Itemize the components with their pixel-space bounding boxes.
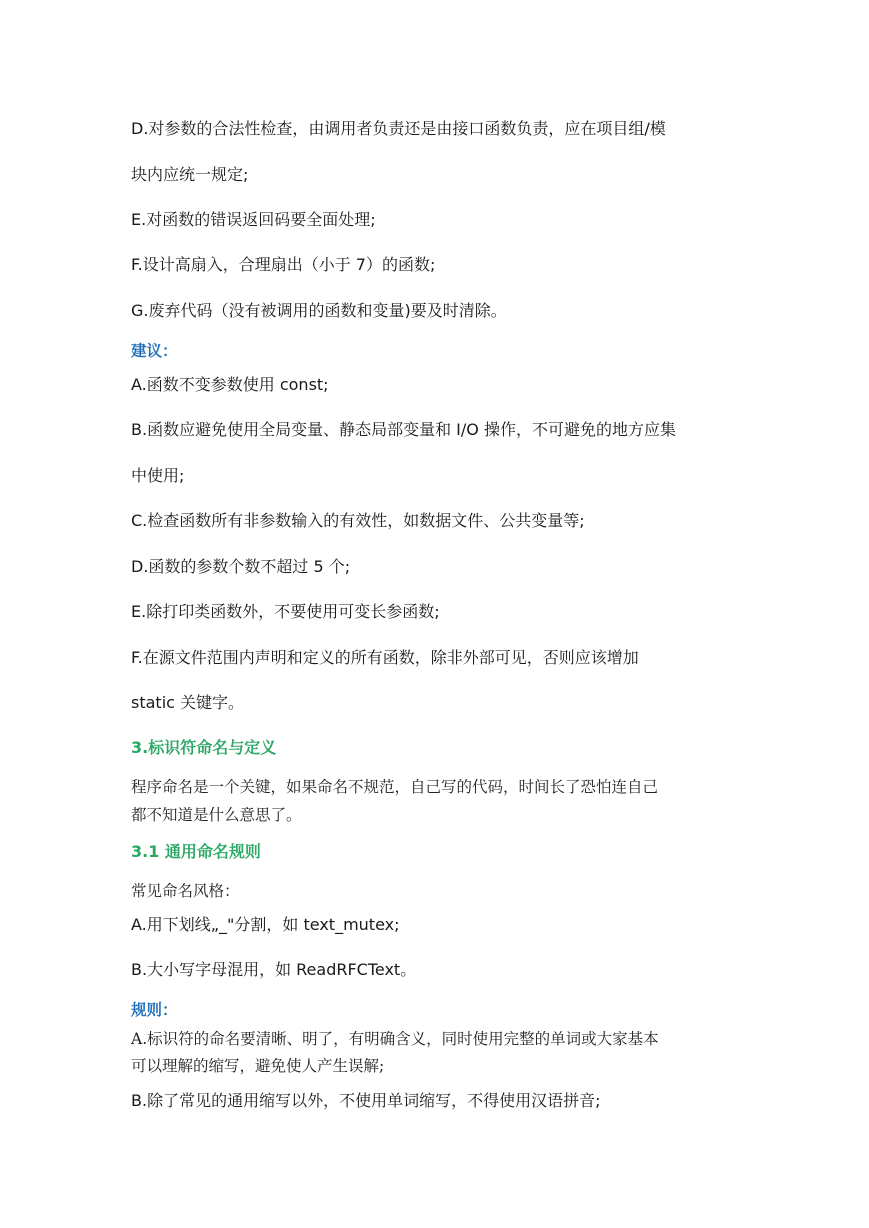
- section31-heading: 3.1 通用命名规则: [131, 842, 261, 861]
- section3-heading: 3.标识符命名与定义: [131, 738, 277, 757]
- suggestion-f-line2: static 关键字。: [131, 693, 245, 712]
- section3-intro-line1: 程序命名是一个关键，如果命名不规范，自己写的代码，时间长了恐怕连自己: [131, 778, 659, 796]
- suggestion-f-line1: F.在源文件范围内声明和定义的所有函数，除非外部可见，否则应该增加: [131, 648, 639, 667]
- suggestion-a: A.函数不变参数使用 const;: [131, 375, 329, 394]
- suggestion-b-line1: B.函数应避免使用全局变量、静态局部变量和 I/O 操作，不可避免的地方应集: [131, 420, 676, 439]
- rule-a-line2: 可以理解的缩写，避免使人产生误解;: [131, 1057, 385, 1075]
- section3-intro-line2: 都不知道是什么意思了。: [131, 806, 302, 824]
- naming-styles-label: 常见命名风格：: [131, 882, 240, 900]
- suggestion-e: E.除打印类函数外，不要使用可变长参函数;: [131, 602, 440, 621]
- suggestion-b-line2: 中使用;: [131, 466, 185, 485]
- item-d-line2: 块内应统一规定;: [131, 165, 249, 184]
- suggestions-heading: 建议：: [131, 342, 178, 360]
- item-d-line1: D.对参数的合法性检查，由调用者负责还是由接口函数负责，应在项目组/模: [131, 119, 666, 138]
- rule-a-line1: A.标识符的命名要清晰、明了，有明确含义，同时使用完整的单词或大家基本: [131, 1030, 659, 1048]
- naming-style-a: A.用下划线„_"分割，如 text_mutex;: [131, 915, 400, 934]
- suggestion-d: D.函数的参数个数不超过 5 个;: [131, 557, 351, 576]
- rules-heading: 规则：: [131, 1001, 178, 1019]
- item-f: F.设计高扇入，合理扇出（小于 7）的函数;: [131, 255, 436, 274]
- item-e: E.对函数的错误返回码要全面处理;: [131, 210, 376, 229]
- suggestion-c: C.检查函数所有非参数输入的有效性，如数据文件、公共变量等;: [131, 511, 585, 530]
- rule-b: B.除了常见的通用缩写以外，不使用单词缩写，不得使用汉语拼音;: [131, 1091, 601, 1110]
- naming-style-b: B.大小写字母混用，如 ReadRFCText。: [131, 960, 417, 979]
- item-g: G.废弃代码（没有被调用的函数和变量)要及时清除。: [131, 301, 507, 320]
